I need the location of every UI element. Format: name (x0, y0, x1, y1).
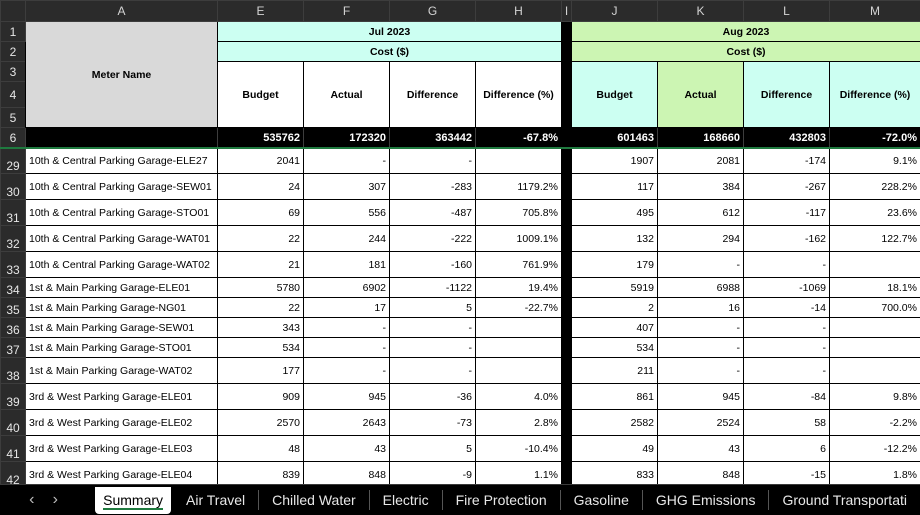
jul-difference-pct-cell[interactable]: 761.9% (476, 252, 562, 278)
row-number[interactable]: 34 (1, 278, 26, 298)
jul-difference-pct-cell[interactable]: -10.4% (476, 436, 562, 462)
row-number[interactable]: 40 (1, 410, 26, 436)
aug-actual-cell[interactable]: 848 (658, 462, 744, 485)
aug-actual-cell[interactable]: 384 (658, 174, 744, 200)
aug-budget-cell[interactable]: 833 (572, 462, 658, 485)
sheet-tab-ghg-emissions[interactable] (642, 490, 769, 510)
aug-difference-cell[interactable]: -1069 (744, 278, 830, 298)
aug-difference-pct-cell[interactable]: -12.2% (830, 436, 920, 462)
jul-budget-cell[interactable]: 48 (218, 436, 304, 462)
meter-name-cell[interactable]: 10th & Central Parking Garage-STO01 (26, 200, 218, 226)
row-number[interactable]: 31 (1, 200, 26, 226)
column-i-separator (562, 252, 572, 278)
aug-budget-cell[interactable]: 1907 (572, 148, 658, 174)
aug-actual-cell[interactable]: 6988 (658, 278, 744, 298)
meter-name-cell[interactable]: 10th & Central Parking Garage-WAT02 (26, 252, 218, 278)
jul-difference-cell[interactable]: - (390, 318, 476, 338)
table-row (1, 462, 920, 485)
aug-actual-cell[interactable]: - (658, 358, 744, 384)
jul-budget-cell[interactable]: 2570 (218, 410, 304, 436)
column-header-h[interactable]: H (476, 1, 562, 22)
jul-budget-cell[interactable]: 21 (218, 252, 304, 278)
jul-month-header[interactable]: Jul 2023 (218, 22, 562, 42)
aug-budget-cell[interactable]: 211 (572, 358, 658, 384)
aug-difference-cell[interactable]: - (744, 252, 830, 278)
jul-cost-header[interactable]: Cost ($) (218, 42, 562, 62)
row-number[interactable]: 2 (1, 42, 26, 62)
sheet-tab-label: Electric (382, 492, 429, 508)
aug-difference-pct-cell[interactable]: -2.2% (830, 410, 920, 436)
aug-difference-pct-cell[interactable] (830, 358, 920, 384)
jul-actual-cell[interactable]: 6902 (304, 278, 390, 298)
row-number[interactable]: 5 (1, 108, 26, 128)
row-number[interactable]: 29 (1, 148, 26, 174)
sheet-tab-bar (0, 484, 920, 515)
aug-budget-cell[interactable]: 117 (572, 174, 658, 200)
jul-difference-pct-cell[interactable]: 2.8% (476, 410, 562, 436)
aug-difference-pct-cell[interactable]: 9.1% (830, 148, 920, 174)
jul-budget-cell[interactable]: 839 (218, 462, 304, 485)
aug-difference-cell[interactable]: -84 (744, 384, 830, 410)
aug-actual-cell[interactable]: 612 (658, 200, 744, 226)
meter-name-cell[interactable]: 10th & Central Parking Garage-ELE27 (26, 148, 218, 174)
aug-actual-cell[interactable]: 2081 (658, 148, 744, 174)
jul-difference-cell[interactable]: 5 (390, 436, 476, 462)
jul-actual-cell[interactable]: 17 (304, 298, 390, 318)
aug-difference-pct-header[interactable]: Difference (%) (830, 62, 920, 128)
column-i-separator (562, 358, 572, 384)
jul-actual-cell[interactable]: 244 (304, 226, 390, 252)
sheet-tab-chilled-water[interactable] (258, 490, 369, 510)
jul-actual-cell[interactable]: 43 (304, 436, 390, 462)
aug-difference-cell[interactable]: - (744, 318, 830, 338)
aug-difference-pct-cell[interactable]: 228.2% (830, 174, 920, 200)
table-row (1, 174, 920, 200)
jul-actual-total[interactable]: 172320 (304, 128, 390, 148)
jul-actual-cell[interactable]: 848 (304, 462, 390, 485)
table-row (1, 200, 920, 226)
column-i-separator (562, 278, 572, 298)
column-header-e[interactable]: E (218, 1, 304, 22)
sheet-tab-electric[interactable] (369, 490, 442, 510)
jul-difference-total[interactable]: 363442 (390, 128, 476, 148)
jul-difference-pct-cell[interactable]: 1.1% (476, 462, 562, 485)
jul-actual-cell[interactable]: - (304, 338, 390, 358)
jul-difference-header[interactable]: Difference (390, 62, 476, 128)
jul-budget-cell[interactable]: 534 (218, 338, 304, 358)
aug-difference-pct-cell[interactable] (830, 338, 920, 358)
jul-budget-cell[interactable]: 343 (218, 318, 304, 338)
row-number[interactable]: 35 (1, 298, 26, 318)
row-number[interactable]: 37 (1, 338, 26, 358)
jul-budget-cell[interactable]: 2041 (218, 148, 304, 174)
row-number[interactable]: 4 (1, 82, 26, 108)
meter-name-cell[interactable]: 1st & Main Parking Garage-SEW01 (26, 318, 218, 338)
column-header-j[interactable]: J (572, 1, 658, 22)
table-row (1, 252, 920, 278)
row-number[interactable]: 39 (1, 384, 26, 410)
sheet-tab-summary[interactable] (95, 487, 171, 514)
jul-actual-cell[interactable]: 2643 (304, 410, 390, 436)
column-i-separator (562, 462, 572, 485)
column-i-separator (562, 338, 572, 358)
aug-actual-cell[interactable]: - (658, 318, 744, 338)
sheet-tabs (95, 487, 920, 514)
aug-difference-cell[interactable]: - (744, 338, 830, 358)
table-row (1, 298, 920, 318)
column-header-m[interactable]: M (830, 1, 920, 22)
jul-difference-pct-cell[interactable]: 705.8% (476, 200, 562, 226)
sheet-tab-air-travel[interactable] (173, 490, 258, 510)
aug-difference-cell[interactable]: -117 (744, 200, 830, 226)
jul-budget-cell[interactable]: 22 (218, 298, 304, 318)
aug-budget-cell[interactable]: 407 (572, 318, 658, 338)
aug-month-header[interactable]: Aug 2023 (572, 22, 920, 42)
aug-difference-pct-cell[interactable]: 18.1% (830, 278, 920, 298)
jul-budget-cell[interactable]: 69 (218, 200, 304, 226)
table-row (1, 278, 920, 298)
column-header-l[interactable]: L (744, 1, 830, 22)
jul-difference-cell[interactable]: -487 (390, 200, 476, 226)
jul-difference-cell[interactable]: -73 (390, 410, 476, 436)
sheet-tab-label: Chilled Water (272, 492, 356, 508)
column-i-separator (562, 174, 572, 200)
aug-budget-cell[interactable]: 495 (572, 200, 658, 226)
aug-difference-cell[interactable]: -162 (744, 226, 830, 252)
column-header-a[interactable]: A (26, 1, 218, 22)
aug-difference-pct-total[interactable]: -72.0% (830, 128, 920, 148)
jul-difference-pct-cell[interactable]: 4.0% (476, 384, 562, 410)
jul-actual-cell[interactable]: 556 (304, 200, 390, 226)
totals-row (1, 128, 920, 148)
meter-name-cell[interactable]: 3rd & West Parking Garage-ELE01 (26, 384, 218, 410)
jul-budget-cell[interactable]: 5780 (218, 278, 304, 298)
aug-cost-header[interactable]: Cost ($) (572, 42, 920, 62)
row-number[interactable]: 3 (1, 62, 26, 82)
aug-budget-header[interactable]: Budget (572, 62, 658, 128)
jul-actual-cell[interactable]: - (304, 148, 390, 174)
jul-budget-cell[interactable]: 177 (218, 358, 304, 384)
column-header-row (1, 1, 920, 22)
aug-budget-cell[interactable]: 2 (572, 298, 658, 318)
table-row (1, 384, 920, 410)
meter-name-cell[interactable]: 1st & Main Parking Garage-STO01 (26, 338, 218, 358)
jul-difference-cell[interactable]: -283 (390, 174, 476, 200)
row-number[interactable]: 1 (1, 22, 26, 42)
column-header-f[interactable]: F (304, 1, 390, 22)
column-i-separator (562, 226, 572, 252)
chevron-right-icon[interactable]: › (52, 491, 58, 508)
column-header-k[interactable]: K (658, 1, 744, 22)
aug-difference-cell[interactable]: -174 (744, 148, 830, 174)
aug-difference-header[interactable]: Difference (744, 62, 830, 128)
aug-difference-cell[interactable]: - (744, 358, 830, 384)
jul-difference-cell[interactable]: -222 (390, 226, 476, 252)
aug-actual-cell[interactable]: 43 (658, 436, 744, 462)
row-number[interactable]: 41 (1, 436, 26, 462)
jul-difference-pct-cell[interactable]: -22.7% (476, 298, 562, 318)
aug-budget-cell[interactable]: 49 (572, 436, 658, 462)
column-i-separator (562, 384, 572, 410)
jul-budget-cell[interactable]: 24 (218, 174, 304, 200)
sheet-tab-label: Gasoline (573, 492, 629, 508)
column-i-separator (562, 148, 572, 174)
totals-label-cell[interactable] (26, 128, 218, 148)
aug-budget-cell[interactable]: 179 (572, 252, 658, 278)
jul-actual-cell[interactable]: 181 (304, 252, 390, 278)
aug-difference-cell[interactable]: -14 (744, 298, 830, 318)
table-row (1, 148, 920, 174)
table-row (1, 358, 920, 384)
jul-difference-cell[interactable]: 5 (390, 298, 476, 318)
jul-difference-cell[interactable]: - (390, 148, 476, 174)
freeze-pane-line (0, 147, 920, 149)
jul-difference-pct-cell[interactable] (476, 338, 562, 358)
meter-name-cell[interactable]: 3rd & West Parking Garage-ELE03 (26, 436, 218, 462)
jul-budget-header[interactable]: Budget (218, 62, 304, 128)
jul-difference-cell[interactable]: - (390, 358, 476, 384)
aug-difference-cell[interactable]: -267 (744, 174, 830, 200)
meter-name-header[interactable]: Meter Name (26, 22, 218, 128)
aug-budget-total[interactable]: 601463 (572, 128, 658, 148)
jul-actual-cell[interactable]: 307 (304, 174, 390, 200)
column-header-i[interactable]: I (562, 1, 572, 22)
meter-name-cell[interactable]: 1st & Main Parking Garage-ELE01 (26, 278, 218, 298)
sheet-tab-label: Fire Protection (455, 492, 547, 508)
column-header-g[interactable]: G (390, 1, 476, 22)
meter-name-cell[interactable]: 3rd & West Parking Garage-ELE04 (26, 462, 218, 485)
row-number[interactable]: 38 (1, 358, 26, 384)
column-i-separator (562, 22, 572, 148)
jul-difference-cell[interactable]: - (390, 338, 476, 358)
row-number[interactable]: 36 (1, 318, 26, 338)
aug-difference-pct-cell[interactable] (830, 318, 920, 338)
column-i-separator (562, 318, 572, 338)
sheet-tab-fire-protection[interactable] (442, 490, 560, 510)
select-all-corner[interactable] (1, 1, 26, 22)
sheet-tab-ground-transportati[interactable] (768, 490, 920, 510)
column-i-separator (562, 436, 572, 462)
jul-difference-pct-cell[interactable]: 19.4% (476, 278, 562, 298)
column-i-separator (562, 200, 572, 226)
aug-difference-cell[interactable]: 58 (744, 410, 830, 436)
meter-name-cell[interactable]: 1st & Main Parking Garage-WAT02 (26, 358, 218, 384)
column-i-separator (562, 410, 572, 436)
aug-difference-pct-cell[interactable] (830, 252, 920, 278)
aug-budget-cell[interactable]: 534 (572, 338, 658, 358)
aug-actual-cell[interactable]: 945 (658, 384, 744, 410)
table-row (1, 226, 920, 252)
aug-actual-cell[interactable]: - (658, 338, 744, 358)
aug-actual-cell[interactable]: 16 (658, 298, 744, 318)
header-row-1 (1, 22, 920, 42)
jul-difference-pct-cell[interactable] (476, 318, 562, 338)
table-row (1, 410, 920, 436)
jul-actual-header[interactable]: Actual (304, 62, 390, 128)
aug-budget-cell[interactable]: 132 (572, 226, 658, 252)
meter-name-cell[interactable]: 10th & Central Parking Garage-WAT01 (26, 226, 218, 252)
jul-difference-cell[interactable]: -9 (390, 462, 476, 485)
meter-name-cell[interactable]: 10th & Central Parking Garage-SEW01 (26, 174, 218, 200)
aug-difference-cell[interactable]: -15 (744, 462, 830, 485)
row-number[interactable]: 42 (1, 462, 26, 485)
aug-actual-cell[interactable]: - (658, 252, 744, 278)
jul-budget-cell[interactable]: 22 (218, 226, 304, 252)
aug-budget-cell[interactable]: 2582 (572, 410, 658, 436)
aug-difference-pct-cell[interactable]: 9.8% (830, 384, 920, 410)
chevron-left-icon[interactable]: ‹ (29, 491, 35, 508)
aug-budget-cell[interactable]: 5919 (572, 278, 658, 298)
jul-difference-pct-header[interactable]: Difference (%) (476, 62, 562, 128)
table-row (1, 436, 920, 462)
jul-difference-cell[interactable]: -1122 (390, 278, 476, 298)
row-number[interactable]: 33 (1, 252, 26, 278)
aug-difference-pct-cell[interactable]: 122.7% (830, 226, 920, 252)
jul-difference-pct-cell[interactable]: 1009.1% (476, 226, 562, 252)
aug-actual-cell[interactable]: 2524 (658, 410, 744, 436)
sheet-tab-label: Air Travel (186, 492, 246, 508)
meter-name-cell[interactable]: 1st & Main Parking Garage-NG01 (26, 298, 218, 318)
active-tab-underline (103, 508, 163, 510)
aug-difference-pct-cell[interactable]: 700.0% (830, 298, 920, 318)
aug-budget-cell[interactable]: 861 (572, 384, 658, 410)
jul-difference-pct-cell[interactable]: 1179.2% (476, 174, 562, 200)
sheet-tab-label: GHG Emissions (655, 492, 756, 508)
jul-actual-cell[interactable]: - (304, 358, 390, 384)
jul-difference-pct-cell[interactable] (476, 148, 562, 174)
aug-difference-pct-cell[interactable]: 1.8% (830, 462, 920, 485)
jul-actual-cell[interactable]: - (304, 318, 390, 338)
aug-actual-total[interactable]: 168660 (658, 128, 744, 148)
sheet-tab-label: Ground Transportati (782, 492, 907, 508)
jul-difference-cell[interactable]: -36 (390, 384, 476, 410)
row-number[interactable]: 30 (1, 174, 26, 200)
aug-difference-cell[interactable]: 6 (744, 436, 830, 462)
row-number[interactable]: 32 (1, 226, 26, 252)
sheet-tab-gasoline[interactable] (560, 490, 642, 510)
table-row (1, 318, 920, 338)
jul-actual-cell[interactable]: 945 (304, 384, 390, 410)
aug-difference-pct-cell[interactable]: 23.6% (830, 200, 920, 226)
jul-budget-cell[interactable]: 909 (218, 384, 304, 410)
table-row (1, 338, 920, 358)
aug-difference-total[interactable]: 432803 (744, 128, 830, 148)
row-number[interactable]: 6 (1, 128, 26, 148)
jul-budget-total[interactable]: 535762 (218, 128, 304, 148)
meter-name-cell[interactable]: 3rd & West Parking Garage-ELE02 (26, 410, 218, 436)
aug-actual-cell[interactable]: 294 (658, 226, 744, 252)
jul-difference-pct-total[interactable]: -67.8% (476, 128, 562, 148)
aug-actual-header[interactable]: Actual (658, 62, 744, 128)
jul-difference-cell[interactable]: -160 (390, 252, 476, 278)
jul-difference-pct-cell[interactable] (476, 358, 562, 384)
sheet-tab-label: Summary (103, 491, 164, 508)
column-i-separator (562, 298, 572, 318)
